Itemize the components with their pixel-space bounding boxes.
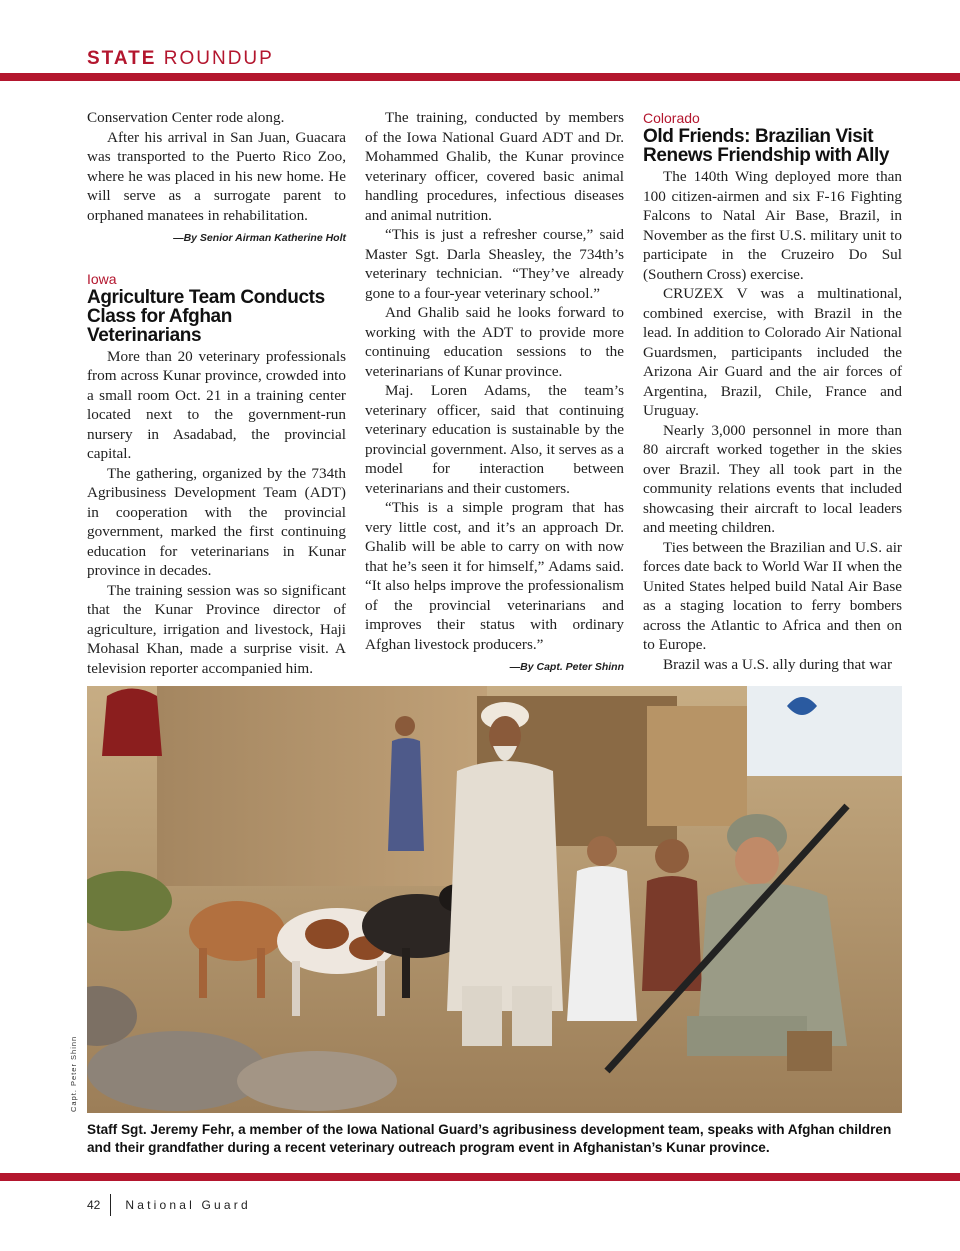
iowa-paragraph: The training, conducted by members of the Iowa National Guard ADT and Dr. Mohammed Ghalib, the Kunar province veterinary officer, covered basic animal handling procedures, infectious diseases and animal nutrition. — [365, 109, 624, 224]
iowa-paragraph: Maj. Loren Adams, the team’s veterinary officer, said that continuing veterinary education is sustainable by the provincial government. Also, it serves as a model for interaction between veterinarians and their customers. — [365, 382, 624, 497]
page-number: 42 — [87, 1198, 101, 1212]
iowa-paragraph: “This is just a refresher course,” said Master Sgt. Darla Sheasley, the 734th’s veterinary technician. “They’ve already gone to a four-year veterinary school.” — [365, 226, 624, 302]
painted-wall — [747, 686, 902, 776]
colorado-paragraph: Nearly 3,000 personnel in more than 80 aircraft worked together in the skies over Brazil. They all took part in the community relations events that included showcasing their aircraft to local leaders and meeting children. — [643, 421, 902, 536]
mud-wall — [157, 686, 487, 886]
colorado-headline: Old Friends: Brazilian Visit Renews Friendship with Ally — [643, 126, 890, 166]
column-3 — [643, 108, 902, 674]
iowa-paragraph: “This is a simple program that has very little cost, and it’s an approach Dr. Ghalib will be able to carry on with now that he’s seen it for himself,” Adams said. “It also helps improve the professionalism of the provincial veterinarians and improves their status with ordinary Afghan livestock producers.” — [365, 499, 624, 653]
byline-holt: —By Senior Airman Katherine Holt — [173, 232, 346, 244]
footer-separator — [110, 1194, 111, 1216]
top-rule — [0, 73, 960, 81]
bottom-rule — [0, 1173, 960, 1181]
iowa-paragraph: And Ghalib said he looks forward to working with the ADT to provide more continuing education sessions to the veterinarians of Kunar province. — [365, 304, 624, 380]
byline-shinn: —By Capt. Peter Shinn — [509, 661, 624, 673]
section-header — [87, 48, 274, 70]
column-1 — [87, 108, 346, 678]
section-header-rest: ROUNDUP — [163, 48, 274, 69]
page-footer — [87, 1194, 251, 1216]
continued-text: Conservation Center rode along. — [87, 109, 285, 126]
iowa-paragraph: The training session was so significant that the Kunar Province director of agriculture, irrigation and livestock, Haji Mohasal Khan, made a surprise visit. A television reporter accompanied him. — [87, 581, 346, 677]
manatee-paragraph: After his arrival in San Juan, Guacara was transported to the Puerto Rico Zoo, where he was placed in his new home. He will serve as a surrogate parent to orphaned manatees in rehabilitation. — [87, 128, 346, 224]
colorado-paragraph: CRUZEX V was a multinational, combined exercise, with Brazil in the lead. In addition to Colorado Air National Guardsmen, participants included the Arizona Air Guard and the air forces of Argentina, Brazil, Chile, France and Uruguay. — [643, 285, 902, 419]
woman-red-shawl — [102, 689, 162, 757]
section-header-bold: STATE — [87, 48, 157, 69]
iowa-state-tag: Iowa — [87, 270, 117, 287]
news-photo — [87, 686, 902, 1113]
photo-caption: Staff Sgt. Jeremy Fehr, a member of the Iowa National Guard’s agribusiness development team, speaks with Afghan children and their grandfather during a recent veterinary outreach program event in Afghanistan’s Kunar province. — [87, 1122, 892, 1155]
colorado-paragraph: Brazil was a U.S. ally during that war — [663, 655, 893, 673]
colorado-paragraph: The 140th Wing deployed more than 100 citizen-airmen and six F-16 Fighting Falcons to Natal Air Base, Brazil, in November as the first U.S. military unit to participate in the Cruzeiro Do Sul (Southern Cross) exercise. — [643, 168, 902, 283]
column-2 — [365, 108, 624, 682]
colorado-paragraph: Ties between the Brazilian and U.S. air forces date back to World War II when the United States helped build Natal Air Base as a staging location to ferry bombers across the Atlantic to Africa and then on to Europe. — [643, 538, 902, 653]
publication-name: National Guard — [125, 1198, 251, 1212]
iowa-paragraph: More than 20 veterinary professionals from across Kunar province, crowded into a small room Oct. 21 in a training center located next to the government-run nursery in Asadabad, the provincial capital. — [87, 347, 346, 462]
iowa-headline: Agriculture Team Conducts Class for Afghan Veterinarians — [87, 286, 325, 346]
iowa-paragraph: The gathering, organized by the 734th Agribusiness Development Team (ADT) in cooperation with the provincial government, marked the first continuing education for veterinarians in Kunar province in decades. — [87, 464, 346, 579]
colorado-state-tag: Colorado — [643, 110, 700, 126]
photo-credit: Capt. Peter Shinn — [69, 1035, 78, 1112]
